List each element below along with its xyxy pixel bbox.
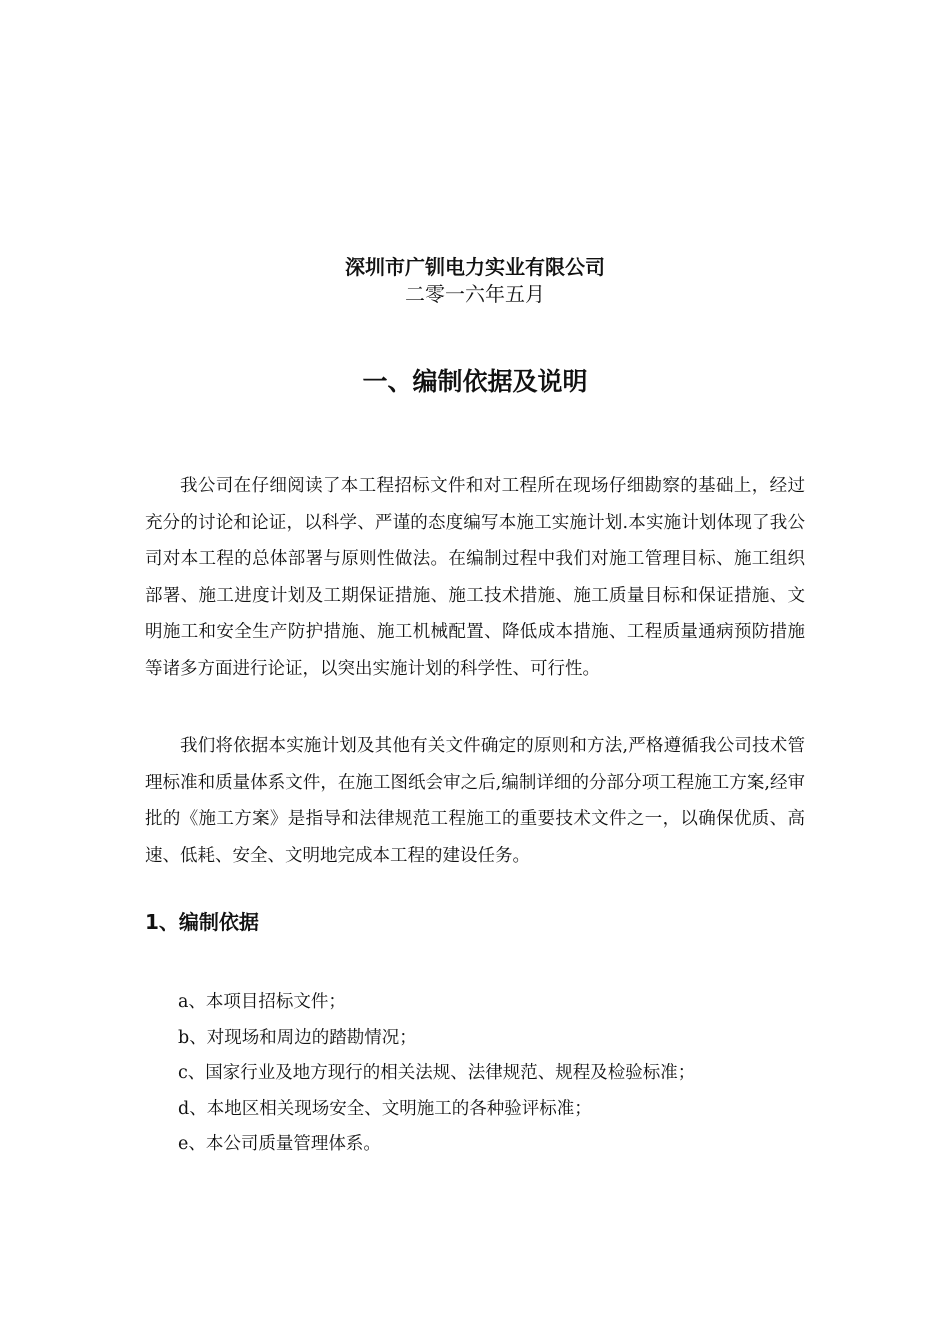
body-paragraph: 我公司在仔细阅读了本工程招标文件和对工程所在现场仔细勘察的基础上，经过充分的讨论和论证，以科学、严谨的态度编写本施工实施计划.本实施计划体现了我公司对本工程的总体部署与原则性做法。在编制过程中我们对施工管理目标、施工组织部署、施工进度计划及工期保证措施、施工技术措施、施工质量目标和保证措施、文明施工和安全生产防护措施、施工机械配置、降低成本措施、工程质量通病预防措施等诸多方面进行论证，以突出实施计划的科学性、可行性。: [145, 476, 805, 679]
body-paragraph: 我们将依据本实施计划及其他有关文件确定的原则和方法,严格遵循我公司技术管理标准和质量体系文件，在施工图纸会审之后,编制详细的分部分项工程施工方案,经审批的《施工方案》是指导和法律规范工程施工的重要技术文件之一，以确保优质、高速、低耗、安全、文明地完成本工程的建设任务。: [145, 736, 805, 866]
list-item: b、对现场和周边的踏勘情况；: [178, 1027, 417, 1048]
list-item: d、本地区相关现场安全、文明施工的各种验评标准；: [178, 1098, 592, 1119]
subsection-heading: 1、编制依据: [145, 910, 259, 934]
list-item: a、本项目招标文件；: [178, 992, 346, 1012]
cover-block: [0, 254, 950, 308]
list-item: c、国家行业及地方现行的相关法规、法律规范、规程及检验标准；: [178, 1063, 696, 1083]
list-item: e、本公司质量管理体系。: [178, 1134, 381, 1154]
section-title: 一、编制依据及说明: [362, 367, 588, 396]
basis-list: [178, 985, 798, 1163]
document-date: 二零一六年五月: [405, 282, 545, 306]
company-name: 深圳市广钏电力实业有限公司: [345, 255, 605, 279]
